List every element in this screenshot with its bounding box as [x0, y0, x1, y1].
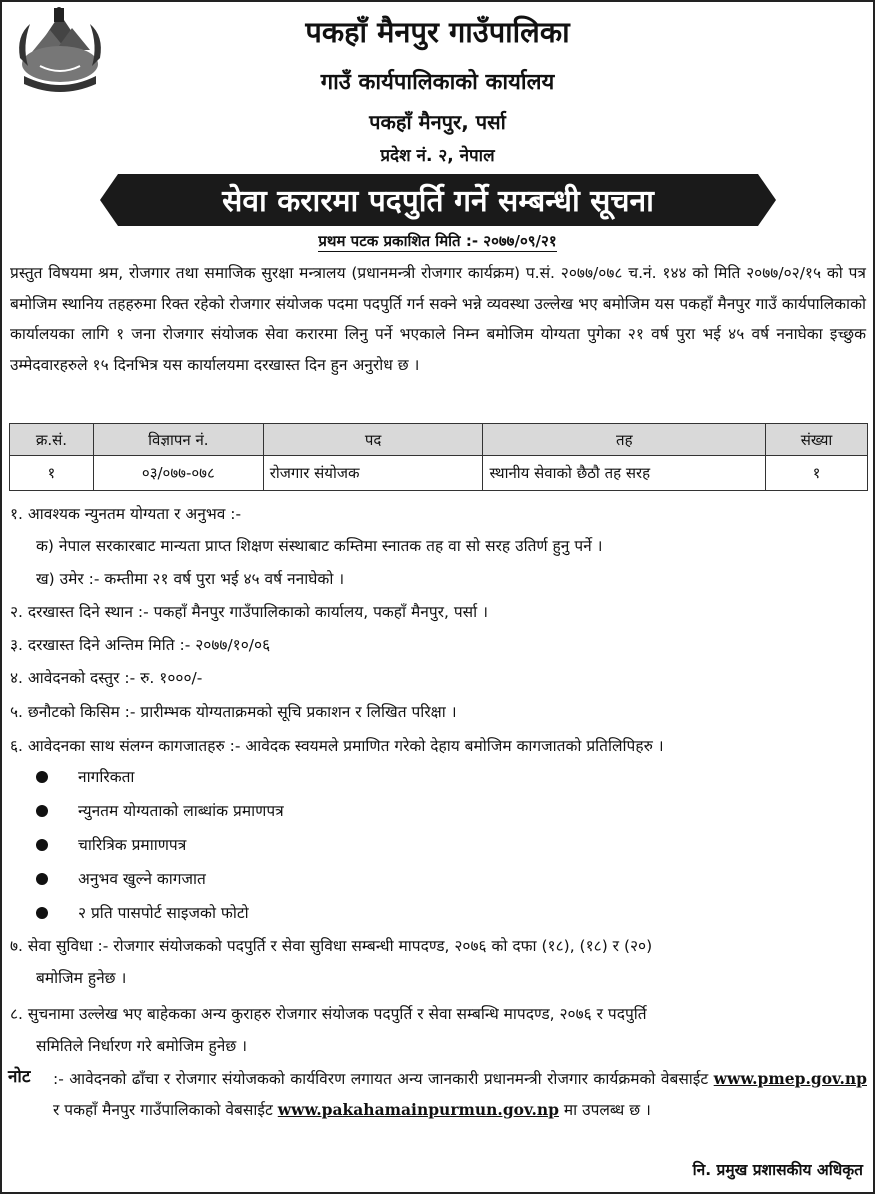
bullet-icon [36, 839, 48, 851]
requirement-item-8-cont: समितिले निर्धारण गरे बमोजिम हुनेछ । [36, 1037, 248, 1055]
signature-line: नि. प्रमुख प्रशासकीय अधिकृत [692, 1161, 863, 1179]
publish-date [0, 231, 875, 251]
requirement-item-1a: क) नेपाल सरकारबाट मान्यता प्राप्त शिक्षण संस्थाबाट कम्तिमा स्नातक तह वा सो सरह उतिर्ण हुनु पर्ने । [36, 537, 603, 555]
province-line: प्रदेश नं. २, नेपाल [380, 146, 495, 166]
table-header: तह [483, 424, 766, 456]
document-list-item: २ प्रति पासपोर्ट साइजको फोटो [78, 904, 249, 922]
document-list-item: अनुभव खुल्ने कागजात [78, 870, 206, 888]
table-cell: १ [766, 456, 868, 491]
requirement-item-5: ५. छनौटको किसिम :- प्रारीम्भक योग्यताक्रमको सूचि प्रकाशन र लिखित परिक्षा । [10, 703, 457, 721]
document-list-item: चारित्रिक प्रमााणपत्र [78, 836, 187, 854]
document-list-item: नागरिकता [78, 768, 135, 786]
requirement-item-1: १. आवश्यक न्युनतम योग्यता र अनुभव :- [10, 505, 242, 523]
table-row [10, 456, 868, 491]
requirement-item-8: ८. सुचनामा उल्लेख भए बाहेकका अन्य कुराहरु रोजगार संयोजक पदपुर्ति र सेवा सम्बन्धि मापदण्ड, २०७६ र पदपुर्ति [10, 1005, 647, 1023]
table-header-row [10, 424, 868, 456]
table-cell: १ [10, 456, 94, 491]
note-label: नोट [8, 1067, 31, 1087]
requirement-item-6: ६. आवेदनका साथ संलग्न कागजातहरु :- आवेदक स्वयमले प्रमाणित गरेको देहाय बमोजिम कागजातको प्रतिलिपिहरु । [10, 737, 664, 755]
note-text [53, 1064, 867, 1125]
note-text-part: मा उपलब्ध छ । [563, 1100, 651, 1119]
table-header: क्र.सं. [10, 424, 94, 456]
office-address: पकहाँ मैनपुर, पर्सा [369, 110, 506, 134]
bullet-icon [36, 771, 48, 783]
table-cell: ०३/०७७-०७८ [93, 456, 263, 491]
municipality-title: पकहाँ मैनपुर गाउँपालिका [305, 15, 570, 49]
intro-paragraph: प्रस्तुत विषयमा श्रम, रोजगार तथा समाजिक सुरक्षा मन्त्रालय (प्रधानमन्त्री रोजगार कार्यक्रम) प.सं. २०७७/०७८ च.नं. १४४ को मिति २०७७/०२/१५ को पत्र बमोजिम स्थानिय तहहरुमा रिक्त रहेको रोजगार संयोजक पदमा पदपुर्ति गर्न सक्ने भन्ने व्यवस्था उल्लेख भए बमोजिम यस पकहाँ मैनपुर गाउँ कार्यपालिकाको कार्यालयका लागि १ जना रोजगार संयोजक सेवा करारमा लिनु पर्ने भएकाले निम्न बमोजिम योग्यता पुगेका २१ वर्ष पुरा भई ४५ वर्ष ननाघेका इच्छुक उम्मेदवारहरुले १५ दिनभित्र यस कार्यालयमा दरखास्त दिन हुन अनुरोध छ । [10, 264, 866, 374]
table-header: पद [263, 424, 483, 456]
requirement-item-7-cont: बमोजिम हुनेछ । [36, 969, 127, 987]
table-header: विज्ञापन नं. [93, 424, 263, 456]
requirement-item-1b: ख) उमेर :- कम्तीमा २१ वर्ष पुरा भई ४५ वर्ष ननाघेको । [36, 570, 345, 588]
municipality-website-link[interactable]: www.pakahamainpurmun.gov.np [277, 1099, 559, 1119]
office-title: गाउँ कार्यपालिकाको कार्यालय [320, 70, 555, 95]
note-text-part: र पकहाँ मैनपुर गाउँपालिकाको वेबसाईट [53, 1100, 273, 1119]
requirement-item-2: २. दरखास्त दिने स्थान :- पकहाँ मैनपुर गाउँपालिकाको कार्यालय, पकहाँ मैनपुर, पर्सा । [10, 603, 488, 621]
bullet-icon [36, 805, 48, 817]
notice-title: सेवा करारमा पदपुर्ति गर्ने सम्बन्धी सूचना [222, 184, 654, 219]
vacancy-table [9, 423, 868, 491]
requirement-item-4: ४. आवेदनको दस्तुर :- रु. १०००/- [10, 669, 203, 687]
notice-title-banner [100, 174, 776, 226]
requirement-item-3: ३. दरखास्त दिने अन्तिम मिति :- २०७७/१०/०६ [10, 636, 271, 654]
document-list-item: न्युनतम योग्यताको लाब्धांक प्रमाणपत्र [78, 802, 284, 820]
table-header: संख्या [766, 424, 868, 456]
pmep-website-link[interactable]: www.pmep.gov.np [713, 1069, 867, 1088]
bullet-icon [36, 907, 48, 919]
publish-date-text: प्रथम पटक प्रकाशित मिति :- २०७७/०९/२१ [318, 232, 557, 250]
requirement-item-7: ७. सेवा सुविधा :- रोजगार संयोजकको पदपुर्ति र सेवा सुविधा सम्बन्धी मापदण्ड, २०७६ को दफा (१८), (१८) र (२०) [10, 937, 653, 955]
table-cell: रोजगार संयोजक [263, 456, 483, 491]
table-cell: स्थानीय सेवाको छैठौ तह सरह [483, 456, 766, 491]
note-text-part: :- आवेदनको ढाँचा र रोजगार संयोजकको कार्यविरण लगायत अन्य जानकारी प्रधानमन्त्री रोजगार कार्यक्रमको वेबसाईट [53, 1070, 709, 1088]
bullet-icon [36, 873, 48, 885]
